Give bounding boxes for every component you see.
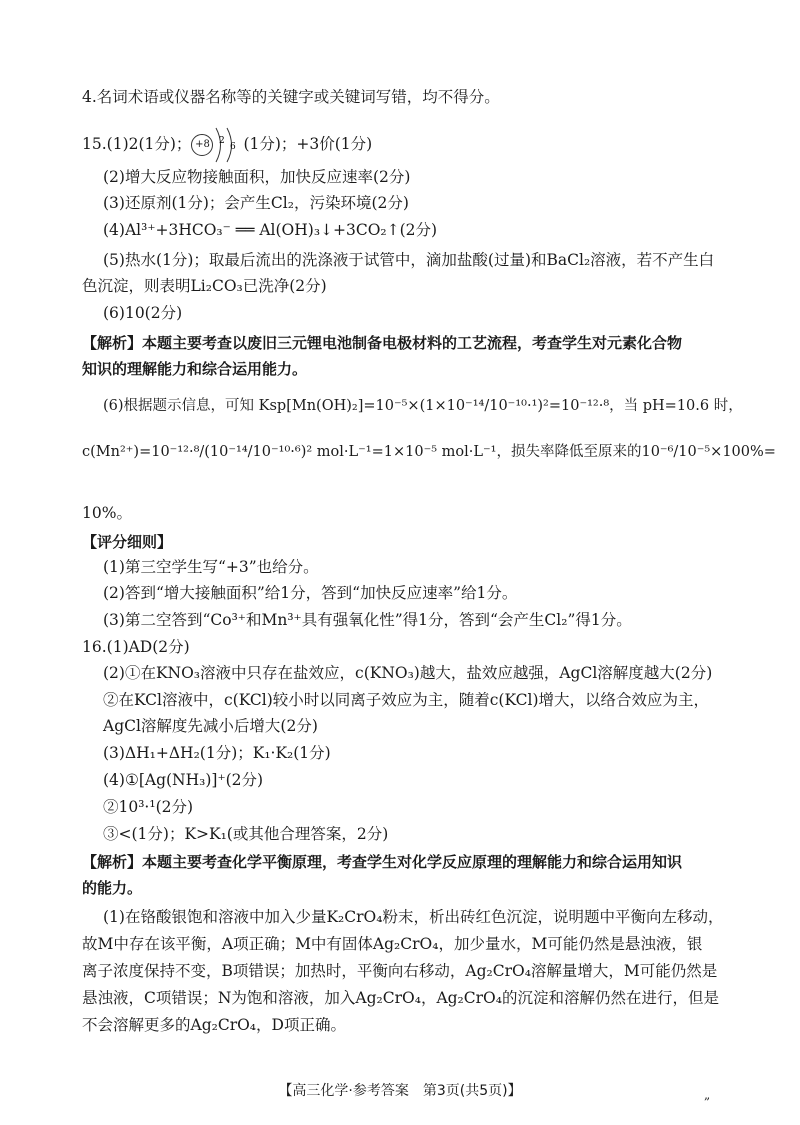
analysis-text: 本题主要考查以废旧三元锂电池制备电极材料的工艺流程，考查学生对元素化合物 (142, 334, 683, 352)
q15-calc-line1: (6)根据题示信息，可知 Ksp[Mn(OH)₂]=10⁻⁵×(1×10⁻¹⁴/10⁻¹⁰·¹)²=10⁻¹²·⁸，当 pH=10.6 时， (103, 398, 743, 414)
q15-answer-5-line2: 色沉淀，则表明Li₂CO₃已洗净(2分) (82, 277, 327, 295)
shell-1-count: 2 (219, 136, 226, 146)
q15-answer-3: (3)还原剂(1分)；会产生Cl₂，污染环境(2分) (103, 194, 409, 212)
grading-rule-4: 4.名词术语或仪器名称等的关键字或关键词写错，均不得分。 (82, 88, 500, 106)
q15-rules-label: 【评分细则】 (82, 533, 173, 551)
q16-answer-4-3: ③<(1分)；K>K₁(或其他合理答案，2分) (103, 825, 389, 843)
q15-a1-part2: (1分)；+3价(1分) (243, 135, 373, 153)
q16-analysis-line2: 的能力。 (82, 879, 143, 897)
q15-calc-line2: c(Mn²⁺)=10⁻¹²·⁸/(10⁻¹⁴/10⁻¹⁰·⁶)² mol·L⁻¹=1×10⁻⁵ mol·L⁻¹，损失率降低至原来的10⁻⁶/10⁻⁵×100%= (82, 444, 776, 460)
q16-a1: (1)AD(2分) (106, 638, 190, 656)
analysis-label: 【解析】 (82, 853, 143, 871)
q16-answer-1 (82, 636, 190, 658)
q15-answer-5-line1: (5)热水(1分)；取最后流出的洗涤液于试管中，滴加盐酸(过量)和BaCl₂溶液，若不产生白 (103, 251, 715, 269)
q15-a1-part1: (1)2(1分)； (106, 135, 192, 153)
q16-answer-3: (3)ΔH₁+ΔH₂(1分)；K₁·K₂(1分) (103, 744, 331, 762)
atom-nucleus-icon: +8 (191, 134, 213, 156)
q15-rule-3: (3)第二空答到“Co³⁺和Mn³⁺具有强氧化性”得1分，答到“会产生Cl₂”得1分。 (103, 611, 632, 629)
q15-answer-6: (6)10(2分) (103, 304, 183, 322)
q16-answer-4-2: ②10³·¹(2分) (103, 798, 194, 816)
q16-answer-2-2-line2: AgCl溶解度先减小后增大(2分) (103, 717, 318, 735)
q15-answer-1 (82, 125, 372, 165)
q16-para1-line3: 离子浓度保持不变，B项错误；加热时，平衡向右移动，Ag₂CrO₄溶解量增大，M可能仍然是 (82, 962, 718, 980)
q16-answer-2-2-line1: ②在KCl溶液中，c(KCl)较小时以同离子效应为主，随着c(KCl)增大，以络合效应为主， (103, 691, 709, 709)
q16-answer-2-1: (2)①在KNO₃溶液中只存在盐效应，c(KNO₃)越大，盐效应越强，AgCl溶解度越大(2分) (103, 664, 713, 682)
q15-number: 15. (82, 135, 107, 153)
electron-shell-icon (213, 125, 243, 165)
q15-calc-line3: 10%。 (82, 504, 132, 522)
shell-2-count: 6 (230, 142, 237, 152)
page-footer: 【高三化学·参考答案 第3页(共5页)】 (278, 1083, 522, 1099)
q15-analysis (82, 332, 682, 354)
q16-para1-line5: 不会溶解更多的Ag₂CrO₄，D项正确。 (82, 1016, 346, 1034)
q16-para1-line1: (1)在铬酸银饱和溶液中加入少量K₂CrO₄粉末，析出砖红色沉淀，说明题中平衡向左移动， (103, 908, 724, 926)
q15-rule-2: (2)答到“增大接触面积”给1分，答到“加快反应速率”给1分。 (103, 584, 518, 602)
q16-para1-line4: 悬浊液，C项错误；N为饱和溶液，加入Ag₂CrO₄，Ag₂CrO₄的沉淀和溶解仍然在进行，但是 (82, 989, 719, 1007)
q15-rule-1: (1)第三空学生写“+3”也给分。 (103, 558, 319, 576)
q16-answer-4-1: (4)①[Ag(NH₃)]⁺(2分) (103, 771, 264, 789)
q15-answer-4: (4)Al³⁺+3HCO₃⁻ ══ Al(OH)₃↓+3CO₂↑(2分) (103, 221, 438, 239)
analysis-text: 本题主要考查化学平衡原理，考查学生对化学反应原理的理解能力和综合运用知识 (142, 853, 683, 871)
q16-analysis (82, 851, 682, 873)
q16-para1-line2: 故M中存在该平衡，A项正确；M中有固体Ag₂CrO₄，加少量水，M可能仍然是悬浊液，银 (82, 935, 703, 953)
q15-analysis-line2: 知识的理解能力和综合运用能力。 (82, 360, 308, 378)
q15-answer-2: (2)增大反应物接触面积，加快反应速率(2分) (103, 168, 411, 186)
corner-mark: „ (704, 1088, 711, 1102)
analysis-label: 【解析】 (82, 334, 143, 352)
q16-number: 16. (82, 638, 107, 656)
